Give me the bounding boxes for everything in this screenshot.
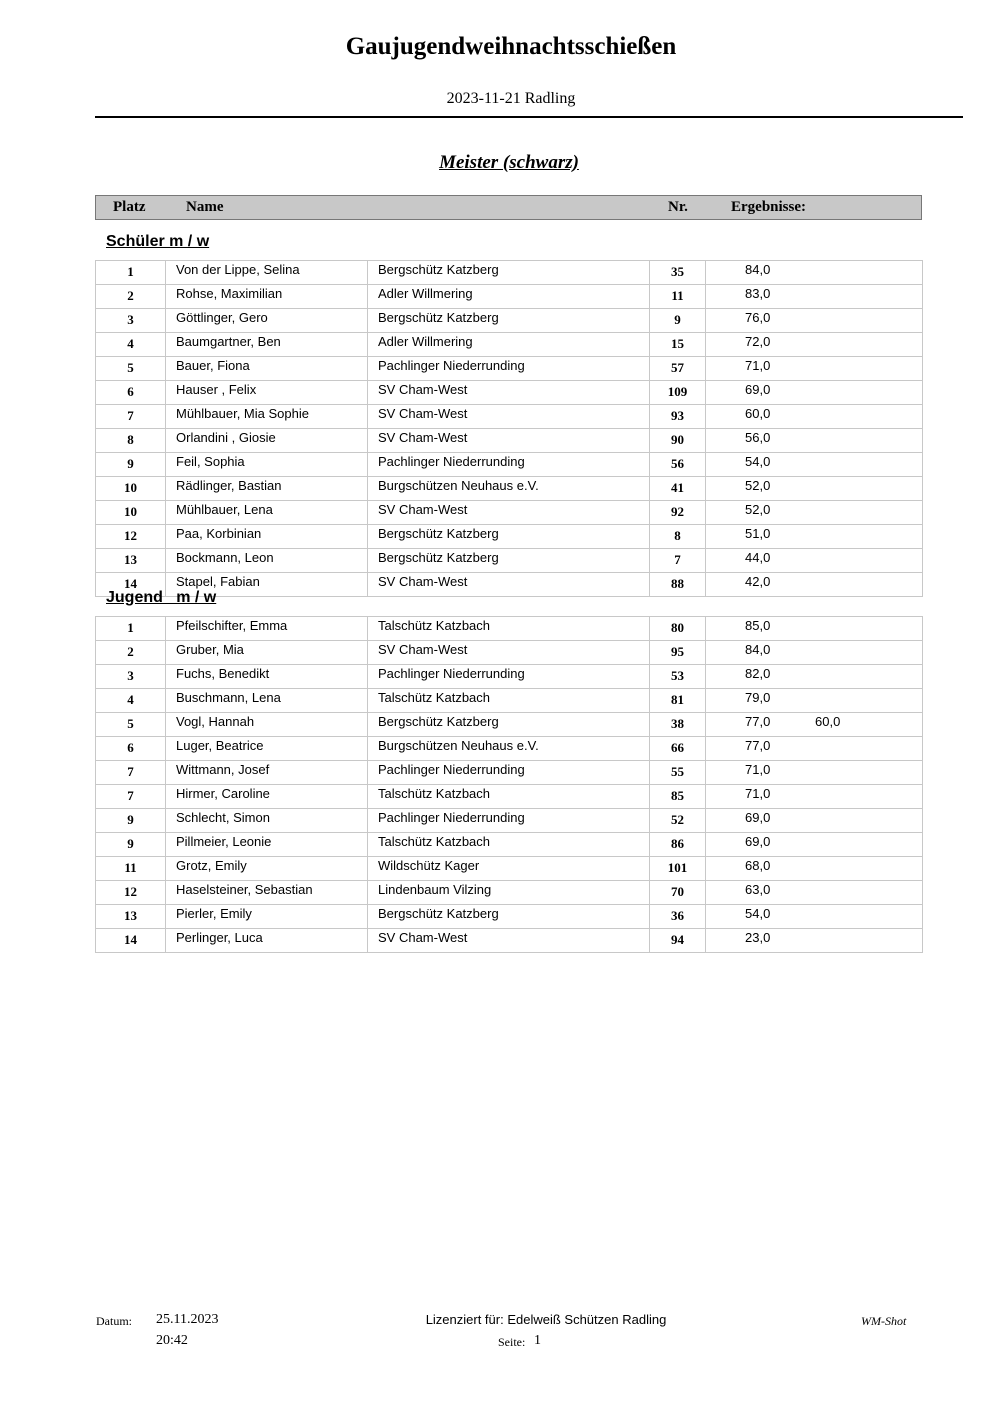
club-cell: SV Cham-West bbox=[368, 381, 650, 405]
table-row bbox=[96, 285, 923, 309]
name-cell: Grotz, Emily bbox=[166, 857, 368, 881]
club-cell: Bergschütz Katzberg bbox=[368, 261, 650, 285]
score-cell bbox=[706, 833, 923, 857]
name-cell: Schlecht, Simon bbox=[166, 809, 368, 833]
score-value: 23,0 bbox=[745, 930, 771, 945]
number-cell: 53 bbox=[650, 665, 706, 689]
table-row bbox=[96, 833, 923, 857]
number-cell: 8 bbox=[650, 525, 706, 549]
table-row bbox=[96, 905, 923, 929]
club-cell: Bergschütz Katzberg bbox=[368, 905, 650, 929]
club-cell: SV Cham-West bbox=[368, 641, 650, 665]
score-value: 84,0 bbox=[745, 642, 771, 657]
score-value: 54,0 bbox=[745, 454, 771, 469]
club-cell: Pachlinger Niederrunding bbox=[368, 809, 650, 833]
score-extra-value: 60,0 bbox=[815, 714, 841, 729]
club-cell: Bergschütz Katzberg bbox=[368, 549, 650, 573]
score-cell bbox=[706, 309, 923, 333]
number-cell: 52 bbox=[650, 809, 706, 833]
score-value: 52,0 bbox=[745, 502, 771, 517]
rank-cell: 2 bbox=[96, 641, 166, 665]
footer-license: Lizenziert für: Edelweiß Schützen Radling bbox=[425, 1312, 667, 1327]
footer-time: 20:42 bbox=[156, 1333, 188, 1348]
number-cell: 109 bbox=[650, 381, 706, 405]
rank-cell: 3 bbox=[96, 309, 166, 333]
number-cell: 90 bbox=[650, 429, 706, 453]
number-cell: 70 bbox=[650, 881, 706, 905]
number-cell: 36 bbox=[650, 905, 706, 929]
rank-cell: 4 bbox=[96, 689, 166, 713]
table-row bbox=[96, 477, 923, 501]
table-row bbox=[96, 381, 923, 405]
name-cell: Vogl, Hannah bbox=[166, 713, 368, 737]
club-cell: Wildschütz Kager bbox=[368, 857, 650, 881]
section-label-jugend: Jugend m / w bbox=[106, 589, 217, 606]
score-cell bbox=[706, 429, 923, 453]
rank-cell: 10 bbox=[96, 477, 166, 501]
rank-cell: 13 bbox=[96, 549, 166, 573]
rank-cell: 1 bbox=[96, 617, 166, 641]
score-cell bbox=[706, 573, 923, 597]
name-cell: Mühlbauer, Mia Sophie bbox=[166, 405, 368, 429]
name-cell: Hirmer, Caroline bbox=[166, 785, 368, 809]
table-row bbox=[96, 429, 923, 453]
number-cell: 9 bbox=[650, 309, 706, 333]
footer-page-number: 1 bbox=[534, 1333, 541, 1348]
number-cell: 94 bbox=[650, 929, 706, 953]
table-row bbox=[96, 929, 923, 953]
name-cell: Bockmann, Leon bbox=[166, 549, 368, 573]
name-cell: Luger, Beatrice bbox=[166, 737, 368, 761]
score-value: 69,0 bbox=[745, 810, 771, 825]
column-header-name: Name bbox=[186, 199, 224, 215]
score-value: 84,0 bbox=[745, 262, 771, 277]
number-cell: 41 bbox=[650, 477, 706, 501]
number-cell: 7 bbox=[650, 549, 706, 573]
score-cell bbox=[706, 929, 923, 953]
club-cell: Adler Willmering bbox=[368, 333, 650, 357]
number-cell: 35 bbox=[650, 261, 706, 285]
rank-cell: 2 bbox=[96, 285, 166, 309]
name-cell: Fuchs, Benedikt bbox=[166, 665, 368, 689]
table-row bbox=[96, 309, 923, 333]
column-header-bar bbox=[95, 195, 922, 220]
club-cell: Pachlinger Niederrunding bbox=[368, 357, 650, 381]
name-cell: Baumgartner, Ben bbox=[166, 333, 368, 357]
table-row bbox=[96, 573, 923, 597]
table-row bbox=[96, 525, 923, 549]
score-cell bbox=[706, 617, 923, 641]
table-row bbox=[96, 261, 923, 285]
name-cell: Gruber, Mia bbox=[166, 641, 368, 665]
name-cell: Mühlbauer, Lena bbox=[166, 501, 368, 525]
name-cell: Rädlinger, Bastian bbox=[166, 477, 368, 501]
rank-cell: 9 bbox=[96, 453, 166, 477]
column-header-platz: Platz bbox=[113, 199, 146, 215]
score-value: 63,0 bbox=[745, 882, 771, 897]
footer-date-label: Datum: bbox=[96, 1314, 132, 1328]
number-cell: 11 bbox=[650, 285, 706, 309]
club-cell: SV Cham-West bbox=[368, 501, 650, 525]
table-row bbox=[96, 737, 923, 761]
rank-cell: 14 bbox=[96, 929, 166, 953]
score-cell bbox=[706, 737, 923, 761]
number-cell: 66 bbox=[650, 737, 706, 761]
number-cell: 88 bbox=[650, 573, 706, 597]
number-cell: 56 bbox=[650, 453, 706, 477]
table-row bbox=[96, 333, 923, 357]
score-cell bbox=[706, 857, 923, 881]
rank-cell: 12 bbox=[96, 525, 166, 549]
score-value: 76,0 bbox=[745, 310, 771, 325]
rank-cell: 8 bbox=[96, 429, 166, 453]
score-value: 83,0 bbox=[745, 286, 771, 301]
rank-cell: 5 bbox=[96, 713, 166, 737]
score-cell bbox=[706, 641, 923, 665]
score-value: 77,0 bbox=[745, 738, 771, 753]
score-value: 54,0 bbox=[745, 906, 771, 921]
score-value: 56,0 bbox=[745, 430, 771, 445]
rank-cell: 12 bbox=[96, 881, 166, 905]
score-cell bbox=[706, 405, 923, 429]
rank-cell: 3 bbox=[96, 665, 166, 689]
name-cell: Rohse, Maximilian bbox=[166, 285, 368, 309]
name-cell: Perlinger, Luca bbox=[166, 929, 368, 953]
club-cell: SV Cham-West bbox=[368, 429, 650, 453]
score-cell bbox=[706, 357, 923, 381]
score-value: 71,0 bbox=[745, 786, 771, 801]
rank-cell: 14 bbox=[96, 573, 166, 597]
rank-cell: 9 bbox=[96, 809, 166, 833]
score-cell bbox=[706, 713, 923, 737]
number-cell: 38 bbox=[650, 713, 706, 737]
club-cell: SV Cham-West bbox=[368, 929, 650, 953]
score-value: 51,0 bbox=[745, 526, 771, 541]
club-cell: Adler Willmering bbox=[368, 285, 650, 309]
club-cell: Bergschütz Katzberg bbox=[368, 713, 650, 737]
rank-cell: 1 bbox=[96, 261, 166, 285]
event-date-location: 2023-11-21 Radling bbox=[446, 90, 576, 107]
score-value: 60,0 bbox=[745, 406, 771, 421]
number-cell: 57 bbox=[650, 357, 706, 381]
table-row bbox=[96, 809, 923, 833]
score-value: 44,0 bbox=[745, 550, 771, 565]
footer-software-brand: WM-Shot bbox=[861, 1314, 907, 1328]
score-cell bbox=[706, 261, 923, 285]
score-cell bbox=[706, 905, 923, 929]
club-cell: Pachlinger Niederrunding bbox=[368, 665, 650, 689]
score-cell bbox=[706, 285, 923, 309]
club-cell: Talschütz Katzbach bbox=[368, 833, 650, 857]
name-cell: Pfeilschifter, Emma bbox=[166, 617, 368, 641]
table-row bbox=[96, 501, 923, 525]
name-cell: Von der Lippe, Selina bbox=[166, 261, 368, 285]
rank-cell: 7 bbox=[96, 785, 166, 809]
score-cell bbox=[706, 761, 923, 785]
score-cell bbox=[706, 477, 923, 501]
name-cell: Hauser , Felix bbox=[166, 381, 368, 405]
number-cell: 15 bbox=[650, 333, 706, 357]
table-row bbox=[96, 641, 923, 665]
rank-cell: 11 bbox=[96, 857, 166, 881]
rank-cell: 6 bbox=[96, 737, 166, 761]
club-cell: Talschütz Katzbach bbox=[368, 689, 650, 713]
score-value: 42,0 bbox=[745, 574, 771, 589]
header-divider bbox=[95, 116, 963, 118]
score-cell bbox=[706, 525, 923, 549]
name-cell: Pillmeier, Leonie bbox=[166, 833, 368, 857]
score-cell bbox=[706, 689, 923, 713]
table-row bbox=[96, 857, 923, 881]
name-cell: Paa, Korbinian bbox=[166, 525, 368, 549]
club-cell: Talschütz Katzbach bbox=[368, 617, 650, 641]
club-cell: SV Cham-West bbox=[368, 573, 650, 597]
score-cell bbox=[706, 809, 923, 833]
name-cell: Göttlinger, Gero bbox=[166, 309, 368, 333]
club-cell: Talschütz Katzbach bbox=[368, 785, 650, 809]
score-cell bbox=[706, 333, 923, 357]
number-cell: 81 bbox=[650, 689, 706, 713]
number-cell: 85 bbox=[650, 785, 706, 809]
club-cell: Lindenbaum Vilzing bbox=[368, 881, 650, 905]
score-cell bbox=[706, 453, 923, 477]
table-row bbox=[96, 617, 923, 641]
footer-date: 25.11.2023 bbox=[156, 1312, 219, 1327]
discipline-heading: Meister (schwarz) bbox=[439, 152, 579, 173]
club-cell: Burgschützen Neuhaus e.V. bbox=[368, 477, 650, 501]
section-label-schueler: Schüler m / w bbox=[106, 233, 210, 250]
score-cell bbox=[706, 549, 923, 573]
score-value: 69,0 bbox=[745, 382, 771, 397]
results-table-jugend bbox=[95, 616, 923, 953]
score-value: 77,0 bbox=[745, 714, 771, 729]
table-row bbox=[96, 665, 923, 689]
name-cell: Wittmann, Josef bbox=[166, 761, 368, 785]
club-cell: Pachlinger Niederrunding bbox=[368, 453, 650, 477]
score-cell bbox=[706, 665, 923, 689]
score-cell bbox=[706, 501, 923, 525]
score-value: 85,0 bbox=[745, 618, 771, 633]
score-value: 82,0 bbox=[745, 666, 771, 681]
number-cell: 55 bbox=[650, 761, 706, 785]
table-row bbox=[96, 713, 923, 737]
table-row bbox=[96, 453, 923, 477]
club-cell: SV Cham-West bbox=[368, 405, 650, 429]
club-cell: Burgschützen Neuhaus e.V. bbox=[368, 737, 650, 761]
score-value: 72,0 bbox=[745, 334, 771, 349]
column-header-nr: Nr. bbox=[668, 199, 688, 215]
score-cell bbox=[706, 381, 923, 405]
name-cell: Buschmann, Lena bbox=[166, 689, 368, 713]
club-cell: Bergschütz Katzberg bbox=[368, 525, 650, 549]
score-value: 71,0 bbox=[745, 762, 771, 777]
table-row bbox=[96, 881, 923, 905]
number-cell: 93 bbox=[650, 405, 706, 429]
table-row bbox=[96, 549, 923, 573]
rank-cell: 4 bbox=[96, 333, 166, 357]
number-cell: 95 bbox=[650, 641, 706, 665]
rank-cell: 5 bbox=[96, 357, 166, 381]
name-cell: Feil, Sophia bbox=[166, 453, 368, 477]
score-value: 71,0 bbox=[745, 358, 771, 373]
footer-page-label: Seite: bbox=[498, 1335, 526, 1349]
table-row bbox=[96, 357, 923, 381]
rank-cell: 6 bbox=[96, 381, 166, 405]
number-cell: 101 bbox=[650, 857, 706, 881]
rank-cell: 13 bbox=[96, 905, 166, 929]
name-cell: Haselsteiner, Sebastian bbox=[166, 881, 368, 905]
rank-cell: 9 bbox=[96, 833, 166, 857]
score-cell bbox=[706, 785, 923, 809]
name-cell: Pierler, Emily bbox=[166, 905, 368, 929]
table-row bbox=[96, 405, 923, 429]
name-cell: Bauer, Fiona bbox=[166, 357, 368, 381]
table-row bbox=[96, 785, 923, 809]
rank-cell: 7 bbox=[96, 405, 166, 429]
score-cell bbox=[706, 881, 923, 905]
rank-cell: 7 bbox=[96, 761, 166, 785]
results-table-schueler bbox=[95, 260, 923, 597]
club-cell: Bergschütz Katzberg bbox=[368, 309, 650, 333]
score-value: 52,0 bbox=[745, 478, 771, 493]
club-cell: Pachlinger Niederrunding bbox=[368, 761, 650, 785]
column-header-ergebnisse: Ergebnisse: bbox=[731, 199, 806, 215]
number-cell: 80 bbox=[650, 617, 706, 641]
document-title: Gaujugendweihnachtsschießen bbox=[345, 33, 677, 60]
number-cell: 86 bbox=[650, 833, 706, 857]
name-cell: Stapel, Fabian bbox=[166, 573, 368, 597]
table-row bbox=[96, 689, 923, 713]
table-row bbox=[96, 761, 923, 785]
score-value: 79,0 bbox=[745, 690, 771, 705]
score-value: 69,0 bbox=[745, 834, 771, 849]
score-value: 68,0 bbox=[745, 858, 771, 873]
number-cell: 92 bbox=[650, 501, 706, 525]
rank-cell: 10 bbox=[96, 501, 166, 525]
name-cell: Orlandini , Giosie bbox=[166, 429, 368, 453]
